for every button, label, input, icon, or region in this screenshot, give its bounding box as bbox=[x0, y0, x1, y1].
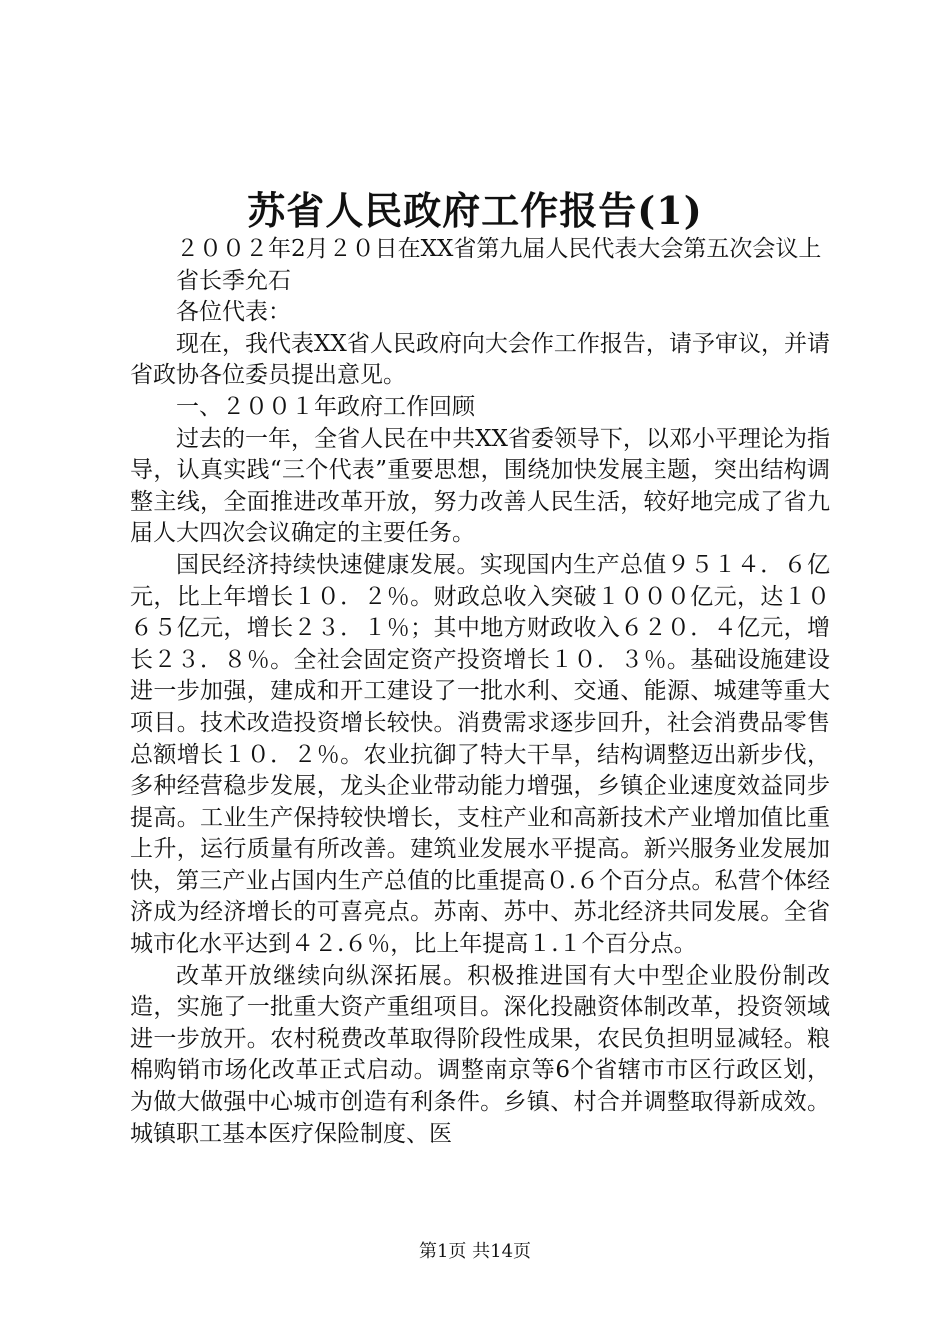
document-body bbox=[130, 234, 830, 1150]
section-heading: 一、２００１年政府工作回顾 bbox=[176, 393, 475, 420]
paragraph-salutation: 各位代表： bbox=[176, 299, 291, 326]
document-title: 苏省人民政府工作报告(1) bbox=[247, 188, 703, 233]
page-number-footer: 第1页 共14页 bbox=[418, 1241, 532, 1262]
paragraph-reform: 改革开放继续向纵深拓展。积极推进国有大中型企业股份制改造，实施了一批重大资产重组项目。深化投融资体制改革，投资领域进一步放开。农村税费改革取得阶段性成果，农民负担明显减轻。粮棉购销市场化改革正式启动。调整南京等6个省辖市市区行政区划，为做大做强中心城市创造有利条件。乡镇、村合并调整取得新成效。城镇职工基本医疗保险制度、医 bbox=[130, 962, 830, 1147]
paragraph-speaker: 省长季允石 bbox=[176, 267, 291, 294]
paragraph-review: 过去的一年，全省人民在中共XX省委领导下，以邓小平理论为指导，认真实践“三个代表”重要思想，围绕加快发展主题，突出结构调整主线，全面推进改革开放，努力改善人民生活，较好地完成了省九届人大四次会议确定的主要任务。 bbox=[130, 425, 830, 547]
paragraph-intro: 现在，我代表XX省人民政府向大会作工作报告，请予审议，并请省政协各位委员提出意见。 bbox=[130, 330, 830, 389]
paragraph-meeting-info: ２００２年2月２０日在XX省第九届人民代表大会第五次会议上 bbox=[176, 236, 822, 262]
paragraph-economy: 国民经济持续快速健康发展。实现国内生产总值９５１４．６亿元，比上年增长１０．２％。财政总收入突破１０００亿元，达１０６５亿元，增长２３．１％；其中地方财政收入６２０．４亿元，增长２３．８％。全社会固定资产投资增长１０．３％。基础设施建设进一步加强，建成和开工建设了一批水利、交通、能源、城建等重大项目。技术改造投资增长较快。消费需求逐步回升，社会消费品零售总额增长１０．２％。农业抗御了特大干旱，结构调整迈出新步伐，多种经营稳步发展，龙头企业带动能力增强，乡镇企业速度效益同步提高。工业生产保持较快增长，支柱产业和高新技术产业增加值比重上升，运行质量有所改善。建筑业发展水平提高。新兴服务业发展加快，第三产业占国内生产总值的比重提高０.６个百分点。私营个体经济成为经济增长的可喜亮点。苏南、苏中、苏北经济共同发展。全省城市化水平达到４２.６％，比上年提高１.１个百分点。 bbox=[130, 551, 830, 958]
